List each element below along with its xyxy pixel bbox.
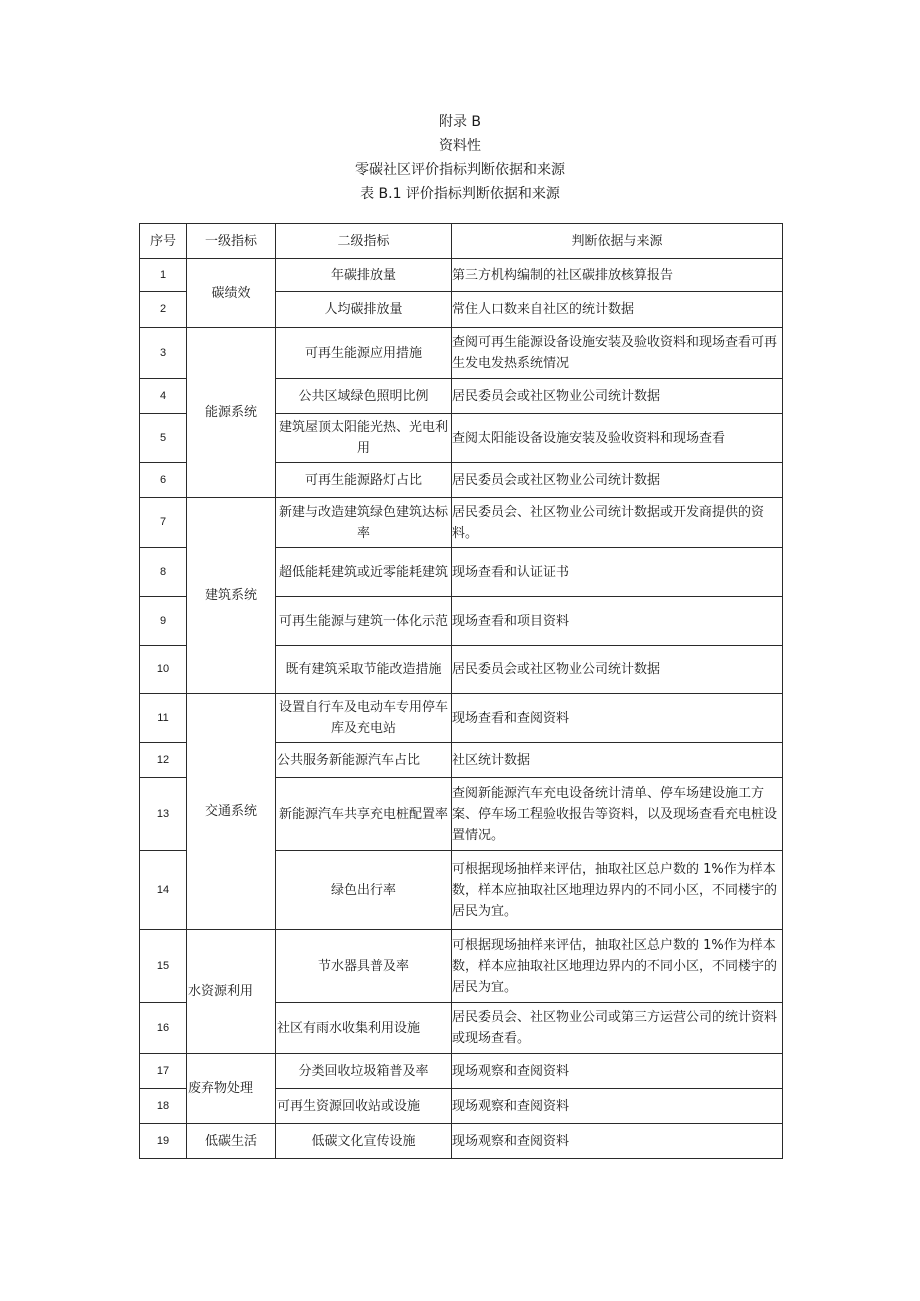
- level2-indicator: 可再生资源回收站或设施: [276, 1089, 452, 1124]
- table-row: [140, 1054, 783, 1089]
- row-number: 3: [140, 328, 187, 379]
- source-cell: 现场观察和查阅资料: [452, 1054, 783, 1089]
- table-caption: 表 B.1 评价指标判断依据和来源: [360, 186, 560, 202]
- level2-indicator: 分类回收垃圾箱普及率: [276, 1054, 452, 1089]
- source-cell: 第三方机构编制的社区碳排放核算报告: [452, 259, 783, 292]
- appendix-title: 零碳社区评价指标判断依据和来源: [355, 162, 565, 178]
- source-cell: 居民委员会、社区物业公司或第三方运营公司的统计资料或现场查看。: [452, 1003, 783, 1054]
- level2-indicator: 设置自行车及电动车专用停车库及充电站: [276, 694, 452, 743]
- table-header-row: [140, 224, 783, 259]
- source-cell: 社区统计数据: [452, 743, 783, 778]
- row-number: 14: [140, 851, 187, 930]
- row-number: 9: [140, 597, 187, 646]
- column-header-no: 序号: [140, 224, 187, 259]
- row-number: 11: [140, 694, 187, 743]
- appendix-nature: 资料性: [439, 138, 481, 154]
- row-number: 2: [140, 292, 187, 328]
- table-row: [140, 930, 783, 1003]
- criteria-table: [139, 223, 783, 1159]
- appendix-label: 附录 B: [438, 114, 482, 130]
- level2-indicator: 既有建筑采取节能改造措施: [276, 646, 452, 694]
- level1-indicator: 水资源利用: [187, 930, 276, 1054]
- source-cell: 查阅可再生能源设备设施安装及验收资料和现场查看可再生发电发热系统情况: [452, 328, 783, 379]
- row-number: 10: [140, 646, 187, 694]
- level2-indicator: 绿色出行率: [276, 851, 452, 930]
- level1-indicator: 建筑系统: [187, 498, 276, 694]
- source-cell: 查阅新能源汽车充电设备统计清单、停车场建设施工方案、停车场工程验收报告等资料，以及现场查看充电桩设置情况。: [452, 778, 783, 851]
- source-cell: 现场查看和认证证书: [452, 548, 783, 597]
- source-cell: 现场查看和查阅资料: [452, 694, 783, 743]
- table-row: [140, 1124, 783, 1159]
- level2-indicator: 年碳排放量: [276, 259, 452, 292]
- row-number: 6: [140, 463, 187, 498]
- table-row: [140, 259, 783, 292]
- source-cell: 常住人口数来自社区的统计数据: [452, 292, 783, 328]
- row-number: 5: [140, 414, 187, 463]
- source-cell: 可根据现场抽样来评估，抽取社区总户数的 1%作为样本数，样本应抽取社区地理边界内的不同小区，不同楼宇的居民为宜。: [452, 851, 783, 930]
- level1-indicator: 能源系统: [187, 328, 276, 498]
- level2-indicator: 人均碳排放量: [276, 292, 452, 328]
- level1-indicator: 废弃物处理: [187, 1054, 276, 1124]
- level2-indicator: 低碳文化宣传设施: [276, 1124, 452, 1159]
- level2-indicator: 公共服务新能源汽车占比: [276, 743, 452, 778]
- source-cell: 居民委员会或社区物业公司统计数据: [452, 379, 783, 414]
- level2-indicator: 可再生能源与建筑一体化示范: [276, 597, 452, 646]
- level2-indicator: 建筑屋顶太阳能光热、光电利用: [276, 414, 452, 463]
- source-cell: 现场查看和项目资料: [452, 597, 783, 646]
- level2-indicator: 公共区域绿色照明比例: [276, 379, 452, 414]
- source-cell: 居民委员会或社区物业公司统计数据: [452, 646, 783, 694]
- table-row: [140, 328, 783, 379]
- level2-indicator: 可再生能源应用措施: [276, 328, 452, 379]
- column-header-level2: 二级指标: [276, 224, 452, 259]
- row-number: 18: [140, 1089, 187, 1124]
- source-cell: 可根据现场抽样来评估，抽取社区总户数的 1%作为样本数，样本应抽取社区地理边界内的不同小区，不同楼宇的居民为宜。: [452, 930, 783, 1003]
- source-cell: 现场观察和查阅资料: [452, 1124, 783, 1159]
- source-cell: 现场观察和查阅资料: [452, 1089, 783, 1124]
- level2-indicator: 超低能耗建筑或近零能耗建筑: [276, 548, 452, 597]
- level2-indicator: 可再生能源路灯占比: [276, 463, 452, 498]
- table-row: [140, 498, 783, 548]
- row-number: 8: [140, 548, 187, 597]
- row-number: 15: [140, 930, 187, 1003]
- row-number: 12: [140, 743, 187, 778]
- row-number: 19: [140, 1124, 187, 1159]
- source-cell: 查阅太阳能设备设施安装及验收资料和现场查看: [452, 414, 783, 463]
- level2-indicator: 新能源汽车共享充电桩配置率: [276, 778, 452, 851]
- row-number: 17: [140, 1054, 187, 1089]
- level2-indicator: 社区有雨水收集利用设施: [276, 1003, 452, 1054]
- source-cell: 居民委员会或社区物业公司统计数据: [452, 463, 783, 498]
- row-number: 7: [140, 498, 187, 548]
- level1-indicator: 碳绩效: [187, 259, 276, 328]
- row-number: 4: [140, 379, 187, 414]
- level2-indicator: 节水器具普及率: [276, 930, 452, 1003]
- column-header-level1: 一级指标: [187, 224, 276, 259]
- level1-indicator: 交通系统: [187, 694, 276, 930]
- column-header-source: 判断依据与来源: [452, 224, 783, 259]
- source-cell: 居民委员会、社区物业公司统计数据或开发商提供的资料。: [452, 498, 783, 548]
- row-number: 16: [140, 1003, 187, 1054]
- level2-indicator: 新建与改造建筑绿色建筑达标率: [276, 498, 452, 548]
- table-row: [140, 694, 783, 743]
- level1-indicator: 低碳生活: [187, 1124, 276, 1159]
- row-number: 1: [140, 259, 187, 292]
- document-header: [0, 110, 920, 206]
- row-number: 13: [140, 778, 187, 851]
